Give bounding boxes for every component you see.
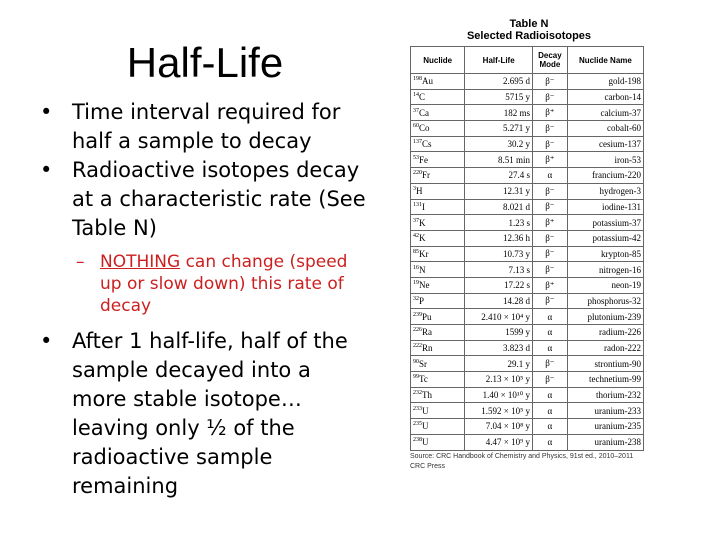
cell-nuclide — [411, 434, 465, 450]
cell-decay-mode: β⁻ — [533, 372, 568, 388]
cell-nuclide — [411, 152, 465, 168]
cell-nuclide-name: uranium-233 — [567, 403, 643, 419]
cell-decay-mode: β⁻ — [533, 356, 568, 372]
mass-number: 198 — [413, 76, 422, 83]
cell-nuclide-name: iodine-131 — [567, 199, 643, 215]
table-n — [408, 18, 650, 471]
cell-decay-mode: β⁺ — [533, 105, 568, 121]
cell-decay-mode: β⁻ — [533, 74, 568, 90]
header-nuclide-name: Nuclide Name — [567, 47, 643, 74]
mass-number: 226 — [413, 327, 422, 334]
cell-nuclide — [411, 277, 465, 293]
bullet-text: Time interval required for half a sample to decay — [72, 100, 341, 153]
cell-nuclide-name: radium-226 — [567, 325, 643, 341]
table-source: Source: CRC Handbook of Chemistry and Physics, 91st ed., 2010–2011 — [410, 452, 634, 460]
element-symbol: K — [419, 233, 426, 244]
element-symbol: N — [419, 264, 426, 275]
cell-nuclide — [411, 262, 465, 278]
cell-nuclide-name: thorium-232 — [567, 387, 643, 403]
cell-nuclide — [411, 183, 465, 199]
table-row — [411, 230, 644, 246]
bullet-item — [40, 156, 370, 243]
cell-nuclide-name: krypton-85 — [567, 246, 643, 262]
cell-half-life: 1.40 × 10¹⁰ y — [465, 387, 533, 403]
element-symbol: Fe — [419, 154, 428, 165]
cell-nuclide — [411, 105, 465, 121]
cell-half-life: 1599 y — [465, 325, 533, 341]
table-row — [411, 168, 644, 184]
mass-number: 137 — [413, 139, 422, 146]
element-symbol: H — [416, 186, 423, 197]
table-row — [411, 372, 644, 388]
cell-nuclide-name: gold-198 — [567, 74, 643, 90]
cell-nuclide-name: potassium-42 — [567, 230, 643, 246]
cell-half-life: 30.2 y — [465, 136, 533, 152]
element-symbol: Th — [422, 390, 432, 401]
cell-nuclide-name: strontium-90 — [567, 356, 643, 372]
table-row — [411, 246, 644, 262]
mass-number: 37 — [413, 217, 419, 224]
cell-half-life: 1.23 s — [465, 215, 533, 231]
element-symbol: Tc — [419, 374, 428, 385]
cell-nuclide-name: iron-53 — [567, 152, 643, 168]
cell-nuclide-name: phosphorus-32 — [567, 293, 643, 309]
element-symbol: Rn — [422, 343, 433, 354]
cell-decay-mode: α — [533, 309, 568, 325]
cell-half-life: 8.51 min — [465, 152, 533, 168]
cell-decay-mode: α — [533, 325, 568, 341]
radioisotope-table — [410, 46, 644, 451]
element-symbol: Sr — [419, 358, 428, 369]
cell-half-life: 7.04 × 10⁸ y — [465, 419, 533, 435]
table-source-publisher: CRC Press — [410, 462, 446, 470]
cell-nuclide — [411, 325, 465, 341]
element-symbol: U — [422, 421, 429, 432]
cell-nuclide-name: cesium-137 — [567, 136, 643, 152]
cell-nuclide — [411, 387, 465, 403]
header-half-life: Half-Life — [465, 47, 533, 74]
cell-nuclide-name: carbon-14 — [567, 89, 643, 105]
mass-number: 235 — [413, 421, 422, 428]
mass-number: 53 — [413, 154, 419, 161]
cell-nuclide-name: radon-222 — [567, 340, 643, 356]
table-row — [411, 136, 644, 152]
cell-decay-mode: β⁻ — [533, 199, 568, 215]
mass-number: 238 — [413, 437, 422, 444]
bullet-marker: • — [40, 100, 53, 124]
element-symbol: Cs — [422, 139, 432, 150]
cell-nuclide — [411, 340, 465, 356]
cell-decay-mode: β⁻ — [533, 230, 568, 246]
cell-nuclide — [411, 168, 465, 184]
cell-nuclide-name: cobalt-60 — [567, 121, 643, 137]
sub-bullet — [76, 251, 370, 317]
sub-bullet-emphasis: NOTHING — [100, 252, 181, 272]
mass-number: 233 — [413, 405, 422, 412]
cell-nuclide-name: uranium-235 — [567, 419, 643, 435]
table-row — [411, 434, 644, 450]
element-symbol: U — [422, 437, 429, 448]
table-row — [411, 293, 644, 309]
cell-nuclide-name: francium-220 — [567, 168, 643, 184]
mass-number: 37 — [413, 107, 419, 114]
table-row — [411, 215, 644, 231]
sub-bullet-text: can change (speed up or slow down) this rate of decay — [100, 252, 348, 316]
element-symbol: Fr — [422, 170, 431, 181]
cell-nuclide — [411, 121, 465, 137]
bullet-item — [40, 327, 370, 501]
bullet-text: After 1 half-life, half of the sample decayed into a more stable isotope…leaving only ½ of the radioactive sample remaining — [72, 329, 348, 498]
cell-nuclide — [411, 246, 465, 262]
cell-decay-mode: β⁻ — [533, 89, 568, 105]
mass-number: 3 — [413, 186, 416, 193]
cell-half-life: 12.36 h — [465, 230, 533, 246]
mass-number: 85 — [413, 248, 419, 255]
cell-nuclide-name: uranium-238 — [567, 434, 643, 450]
cell-decay-mode: β⁺ — [533, 277, 568, 293]
element-symbol: C — [419, 92, 426, 103]
mass-number: 232 — [413, 390, 422, 397]
cell-nuclide-name: hydrogen-3 — [567, 183, 643, 199]
table-title: Table N — [509, 18, 549, 30]
cell-nuclide-name: calcium-37 — [567, 105, 643, 121]
cell-half-life: 5715 y — [465, 89, 533, 105]
header-nuclide: Nuclide — [411, 47, 465, 74]
element-symbol: P — [419, 295, 425, 306]
cell-nuclide — [411, 293, 465, 309]
cell-nuclide — [411, 419, 465, 435]
cell-half-life: 29.1 y — [465, 356, 533, 372]
cell-half-life: 2.410 × 10⁴ y — [465, 309, 533, 325]
mass-number: 14 — [413, 92, 419, 99]
bullet-marker: • — [40, 158, 53, 182]
mass-number: 16 — [413, 264, 419, 271]
bullet-marker: • — [40, 329, 53, 353]
table-row — [411, 89, 644, 105]
element-symbol: Co — [419, 123, 430, 134]
bullet-item — [40, 98, 370, 156]
table-row — [411, 309, 644, 325]
cell-decay-mode: β⁻ — [533, 121, 568, 137]
mass-number: 90 — [413, 358, 419, 365]
cell-decay-mode: α — [533, 403, 568, 419]
element-symbol: Ne — [419, 280, 430, 291]
cell-nuclide-name: nitrogen-16 — [567, 262, 643, 278]
table-body — [411, 74, 644, 451]
table-row — [411, 262, 644, 278]
cell-nuclide — [411, 215, 465, 231]
cell-nuclide — [411, 403, 465, 419]
header-decay-mode: Decay Mode — [533, 47, 568, 74]
slide-title: Half-Life — [126, 39, 284, 86]
cell-nuclide — [411, 199, 465, 215]
element-symbol: Au — [422, 76, 433, 87]
mass-number: 220 — [413, 170, 422, 177]
cell-half-life: 1.592 × 10⁵ y — [465, 403, 533, 419]
element-symbol: Ra — [422, 327, 432, 338]
cell-decay-mode: β⁻ — [533, 246, 568, 262]
cell-nuclide — [411, 89, 465, 105]
cell-nuclide-name: potassium-37 — [567, 215, 643, 231]
cell-half-life: 7.13 s — [465, 262, 533, 278]
cell-half-life: 4.47 × 10⁹ y — [465, 434, 533, 450]
cell-half-life: 27.4 s — [465, 168, 533, 184]
mass-number: 42 — [413, 233, 419, 240]
table-header-row — [411, 47, 644, 74]
table-row — [411, 325, 644, 341]
table-row — [411, 387, 644, 403]
table-row — [411, 419, 644, 435]
cell-decay-mode: β⁺ — [533, 215, 568, 231]
cell-nuclide-name: plutonium-239 — [567, 309, 643, 325]
table-row — [411, 277, 644, 293]
element-symbol: Ca — [419, 107, 429, 118]
mass-number: 99 — [413, 374, 419, 381]
cell-half-life: 14.28 d — [465, 293, 533, 309]
cell-nuclide — [411, 136, 465, 152]
table-subtitle: Selected Radioisotopes — [466, 30, 592, 42]
cell-decay-mode: β⁻ — [533, 262, 568, 278]
mass-number: 19 — [413, 280, 419, 287]
cell-half-life: 2.13 × 10⁵ y — [465, 372, 533, 388]
cell-half-life: 8.021 d — [465, 199, 533, 215]
table-row — [411, 340, 644, 356]
sub-bullet-dash: – — [76, 252, 85, 272]
cell-decay-mode: β⁻ — [533, 136, 568, 152]
table-row — [411, 74, 644, 90]
cell-nuclide — [411, 309, 465, 325]
mass-number: 222 — [413, 343, 422, 350]
bullet-list — [40, 98, 370, 501]
cell-nuclide — [411, 372, 465, 388]
table-row — [411, 105, 644, 121]
cell-decay-mode: α — [533, 340, 568, 356]
table-row — [411, 199, 644, 215]
cell-decay-mode: α — [533, 434, 568, 450]
cell-nuclide — [411, 74, 465, 90]
element-symbol: Kr — [419, 248, 429, 259]
element-symbol: I — [422, 201, 425, 212]
cell-half-life: 10.73 y — [465, 246, 533, 262]
cell-half-life: 3.823 d — [465, 340, 533, 356]
mass-number: 239 — [413, 311, 422, 318]
mass-number: 60 — [413, 123, 419, 130]
table-row — [411, 403, 644, 419]
element-symbol: Pu — [422, 311, 432, 322]
mass-number: 32 — [413, 295, 419, 302]
bullet-text: Radioactive isotopes decay at a characteristic rate (See Table N) — [72, 158, 366, 240]
cell-decay-mode: α — [533, 168, 568, 184]
mass-number: 131 — [413, 201, 422, 208]
cell-half-life: 5.271 y — [465, 121, 533, 137]
cell-half-life: 2.695 d — [465, 74, 533, 90]
cell-half-life: 12.31 y — [465, 183, 533, 199]
cell-decay-mode: α — [533, 419, 568, 435]
cell-nuclide-name: technetium-99 — [567, 372, 643, 388]
table-row — [411, 356, 644, 372]
cell-decay-mode: α — [533, 387, 568, 403]
table-row — [411, 121, 644, 137]
cell-nuclide — [411, 230, 465, 246]
cell-decay-mode: β⁺ — [533, 152, 568, 168]
cell-decay-mode: β⁻ — [533, 183, 568, 199]
cell-half-life: 182 ms — [465, 105, 533, 121]
cell-half-life: 17.22 s — [465, 277, 533, 293]
cell-decay-mode: β⁻ — [533, 293, 568, 309]
cell-nuclide — [411, 356, 465, 372]
element-symbol: U — [422, 405, 429, 416]
table-row — [411, 183, 644, 199]
table-row — [411, 152, 644, 168]
cell-nuclide-name: neon-19 — [567, 277, 643, 293]
element-symbol: K — [419, 217, 426, 228]
